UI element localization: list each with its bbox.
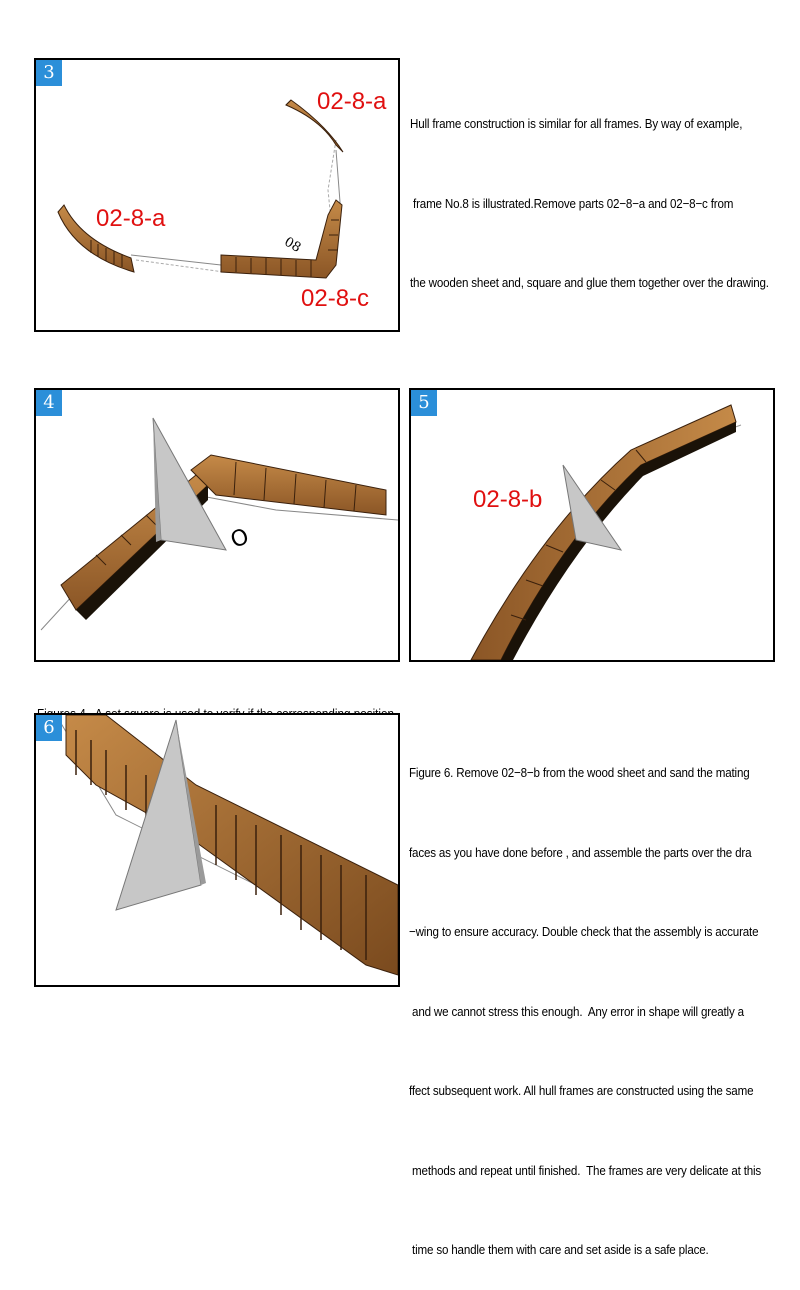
figure-6-line: Figure 6. Remove 02−8−b from the wood sheet and sand the mating: [409, 765, 750, 780]
figure-4-panel: [34, 388, 400, 662]
part-label-02-8-a-left: 02-8-a: [96, 205, 166, 232]
intro-line: Hull frame construction is similar for all frames. By way of example,: [410, 116, 743, 131]
figure-5-panel: [409, 388, 775, 662]
figure-3-panel: [34, 58, 400, 332]
figure-6-paragraph: [409, 707, 761, 1290]
part-b-illustration: [411, 390, 773, 660]
assembly-illustration: [36, 715, 398, 985]
figure-6-panel: [34, 713, 400, 987]
part-label-02-8-c: 02-8-c: [301, 285, 370, 312]
figure-6-line: faces as you have done before , and assemble the parts over the dra: [409, 844, 752, 860]
frame-mark: O: [227, 524, 253, 554]
part-label-02-8-a-top: 02-8-a: [317, 88, 387, 115]
intro-line: the wooden sheet and, square and glue them together over the drawing.: [410, 275, 769, 290]
figure-6-line: and we cannot stress this enough. Any error in shape will greatly a: [409, 1003, 744, 1019]
figure-6-line: ffect subsequent work. All hull frames are constructed using the same: [409, 1083, 754, 1098]
figure-6-line: −wing to ensure accuracy. Double check that the assembly is accurate: [409, 924, 759, 939]
figure-number-badge: 5: [411, 390, 437, 416]
set-square-illustration: [36, 390, 398, 660]
figure-number-badge: 6: [36, 715, 62, 741]
intro-line: frame No.8 is illustrated.Remove parts 02−8−a and 02−8−c from: [410, 195, 734, 211]
figure-6-line: time so handle them with care and set aside is a safe place.: [409, 1242, 709, 1257]
part-label-02-8-b: 02-8-b: [473, 486, 543, 513]
figure-number-badge: 3: [36, 60, 62, 86]
intro-paragraph: [410, 58, 769, 323]
frame-number-mark: 08: [281, 234, 304, 256]
figure-6-line: methods and repeat until finished. The frames are very delicate at this: [409, 1162, 762, 1178]
figure-number-badge: 4: [36, 390, 62, 416]
